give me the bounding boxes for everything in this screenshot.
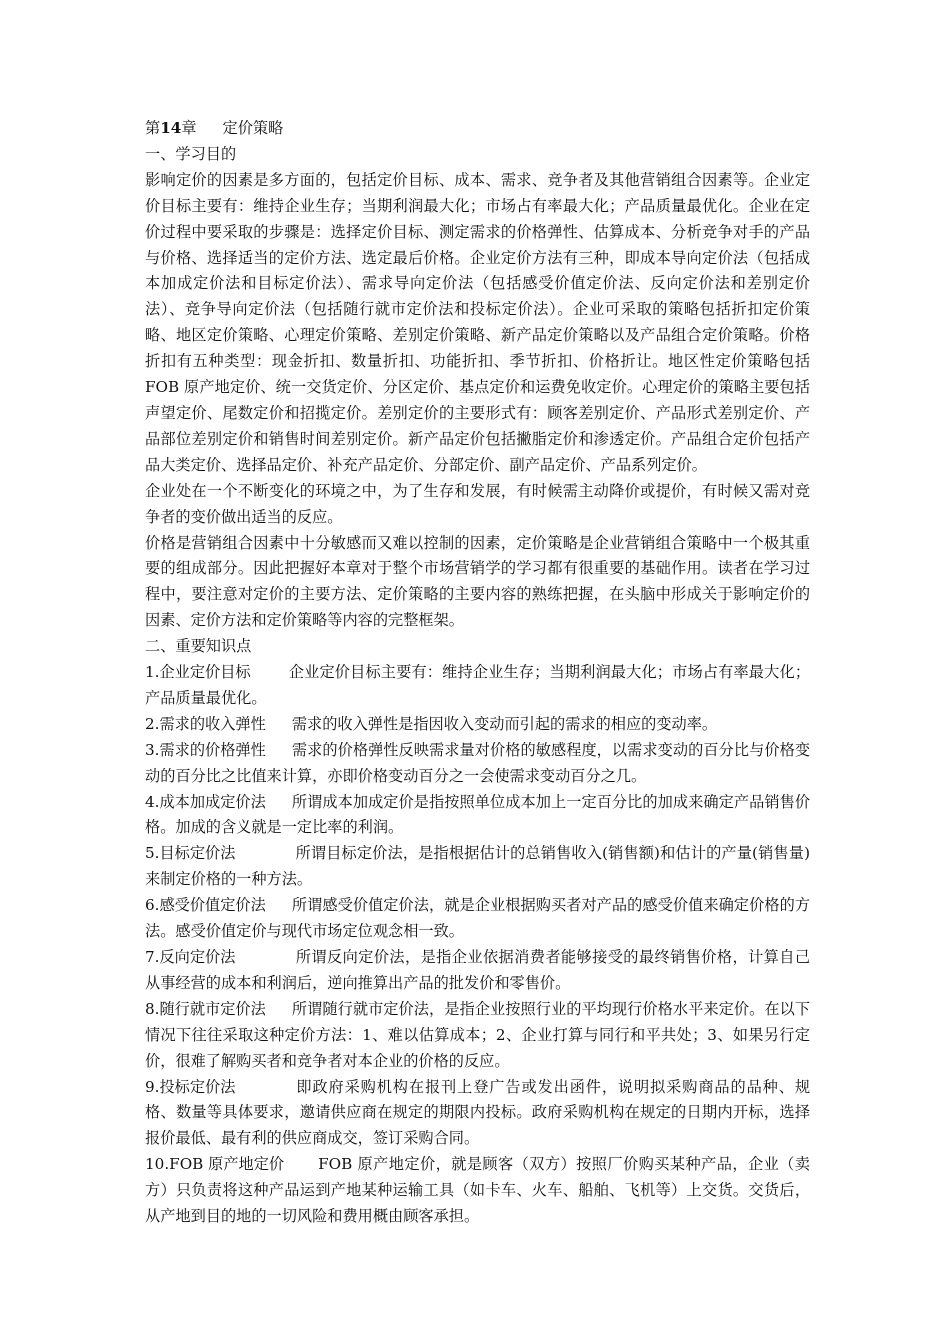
- paragraph-overview: 影响定价的因素是多方面的，包括定价目标、成本、需求、竞争者及其他营销组合因素等。企业定价目标主要有：维持企业生存；当期利润最大化；市场占有率最大化；产品质量最优化。企业在定价过程中要采取的步骤是：选择定价目标、测定需求的价格弹性、估算成本、分析竞争对手的产品与价格、选择适当的定价方法、选定最后价格。企业定价方法有三种，即成本导向定价法（包括成本加成定价法和目标定价法）、需求导向定价法（包括感受价值定价法、反向定价法和差别定价法）、竞争导向定价法（包括随行就市定价法和投标定价法）。企业可采取的策略包括折扣定价策略、地区定价策略、心理定价策略、差别定价策略、新产品定价策略以及产品组合定价策略。价格折扣有五种类型：现金折扣、数量折扣、功能折扣、季节折扣、价格折让。地区性定价策略包括 FOB 原产地定价、统一交货定价、分区定价、基点定价和运费免收定价。心理定价的策略主要包括声望定价、尾数定价和招揽定价。差别定价的主要形式有：顾客差别定价、产品形式差别定价、产品部位差别定价和销售时间差别定价。新产品定价包括撇脂定价和渗透定价。产品组合定价包括产品大类定价、选择品定价、补充产品定价、分部定价、副产品定价、产品系列定价。: [145, 170, 810, 474]
- knowledge-item: [145, 660, 810, 712]
- chapter-suffix: 章: [181, 119, 197, 137]
- knowledge-definition: 所谓反向定价法，是指企业依据消费者能够接受的最终销售价格，计算自己从事经营的成本和利润后，逆向推算出产品的批发价和零售价。: [145, 948, 810, 992]
- knowledge-term: 8.随行就市定价法: [145, 999, 266, 1018]
- knowledge-item: [145, 1152, 810, 1230]
- knowledge-definition: 所谓随行就市定价法，是指企业按照行业的平均现行价格水平来定价。在以下情况下往往采取这种定价方法：1、难以估算成本；2、企业打算与同行和平共处；3、如果另行定价，很难了解购买者和竞争者对本企业的价格的反应。: [145, 999, 810, 1070]
- chapter-title: [145, 116, 810, 142]
- knowledge-item: [145, 893, 810, 945]
- chapter-name: 定价策略: [222, 119, 284, 137]
- paragraph-environment: 企业处在一个不断变化的环境之中，为了生存和发展，有时候需主动降价或提价，有时候又需对竞争者的变价做出适当的反应。: [145, 481, 810, 526]
- knowledge-item: [145, 790, 810, 842]
- document-page: [145, 116, 810, 1230]
- knowledge-term: 9.投标定价法: [145, 1077, 236, 1096]
- knowledge-term: 7.反向定价法: [145, 948, 236, 966]
- knowledge-item: [145, 997, 810, 1075]
- knowledge-definition: 所谓成本加成定价是指按照单位成本加上一定百分比的加成来确定产品销售价格。加成的含义就是一定比率的利润。: [145, 792, 810, 837]
- knowledge-term: 2.需求的收入弹性: [145, 714, 266, 733]
- knowledge-item: [145, 712, 810, 738]
- knowledge-term: 6.感受价值定价法: [145, 896, 266, 915]
- chapter-prefix: 第: [145, 119, 161, 137]
- knowledge-definition: 所谓感受价值定价法，就是企业根据购买者对产品的感受价值来确定价格的方法。感受价值定价与现代市场定位观念相一致。: [145, 896, 810, 941]
- knowledge-definition: FOB 原产地定价，就是顾客（双方）按照厂价购买某种产品，企业（卖方）只负责将这种产品运到产地某种运输工具（如卡车、火车、船舶、飞机等）上交货。交货后，从产地到目的地的一切风险和费用概由顾客承担。: [145, 1155, 810, 1226]
- knowledge-definition: 即政府采购机构在报刊上登广告或发出函件，说明拟采购商品的品种、规格、数量等具体要求，邀请供应商在规定的期限内投标。政府采购机构在规定的日期内开标，选择报价最低、最有利的供应商成交，签订采购合同。: [145, 1077, 810, 1148]
- knowledge-term: 4.成本加成定价法: [145, 792, 266, 811]
- knowledge-definition: 需求的价格弹性反映需求量对价格的敏感程度，以需求变动的百分比与价格变动的百分比之比值来计算，亦即价格变动百分之一会使需求变动百分之几。: [145, 740, 810, 785]
- section-heading-learning-goals: 一、学习目的: [145, 144, 237, 163]
- knowledge-term: 3.需求的价格弹性: [145, 740, 266, 759]
- paragraph-importance: 价格是营销组合因素中十分敏感而又难以控制的因素，定价策略是企业营销组合策略中一个极其重要的组成部分。因此把握好本章对于整个市场营销学的学习都有很重要的基础作用。读者在学习过程中，要注意对定价的主要方法、定价策略的主要内容的熟练把握，在头脑中形成关于影响定价的因素、定价方法和定价策略等内容的完整框架。: [145, 533, 810, 630]
- knowledge-item: [145, 841, 810, 893]
- knowledge-term: 5.目标定价法: [145, 844, 236, 863]
- knowledge-item: [145, 945, 810, 997]
- knowledge-definition: 所谓目标定价法，是指根据估计的总销售收入(销售额)和估计的产量(销售量)来制定价格的一种方法。: [145, 844, 810, 889]
- knowledge-definition: 需求的收入弹性是指因收入变动而引起的需求的相应的变动率。: [291, 714, 718, 733]
- knowledge-definition: 企业定价目标主要有：维持企业生存；当期利润最大化；市场占有率最大化；产品质量最优化。: [145, 663, 810, 707]
- section-heading-key-points: 二、重要知识点: [145, 637, 252, 656]
- knowledge-item: [145, 738, 810, 790]
- knowledge-term: 1.企业定价目标: [145, 663, 251, 682]
- chapter-number: 14: [160, 119, 182, 137]
- knowledge-term: 10.FOB 原产地定价: [145, 1155, 285, 1174]
- knowledge-item: [145, 1075, 810, 1153]
